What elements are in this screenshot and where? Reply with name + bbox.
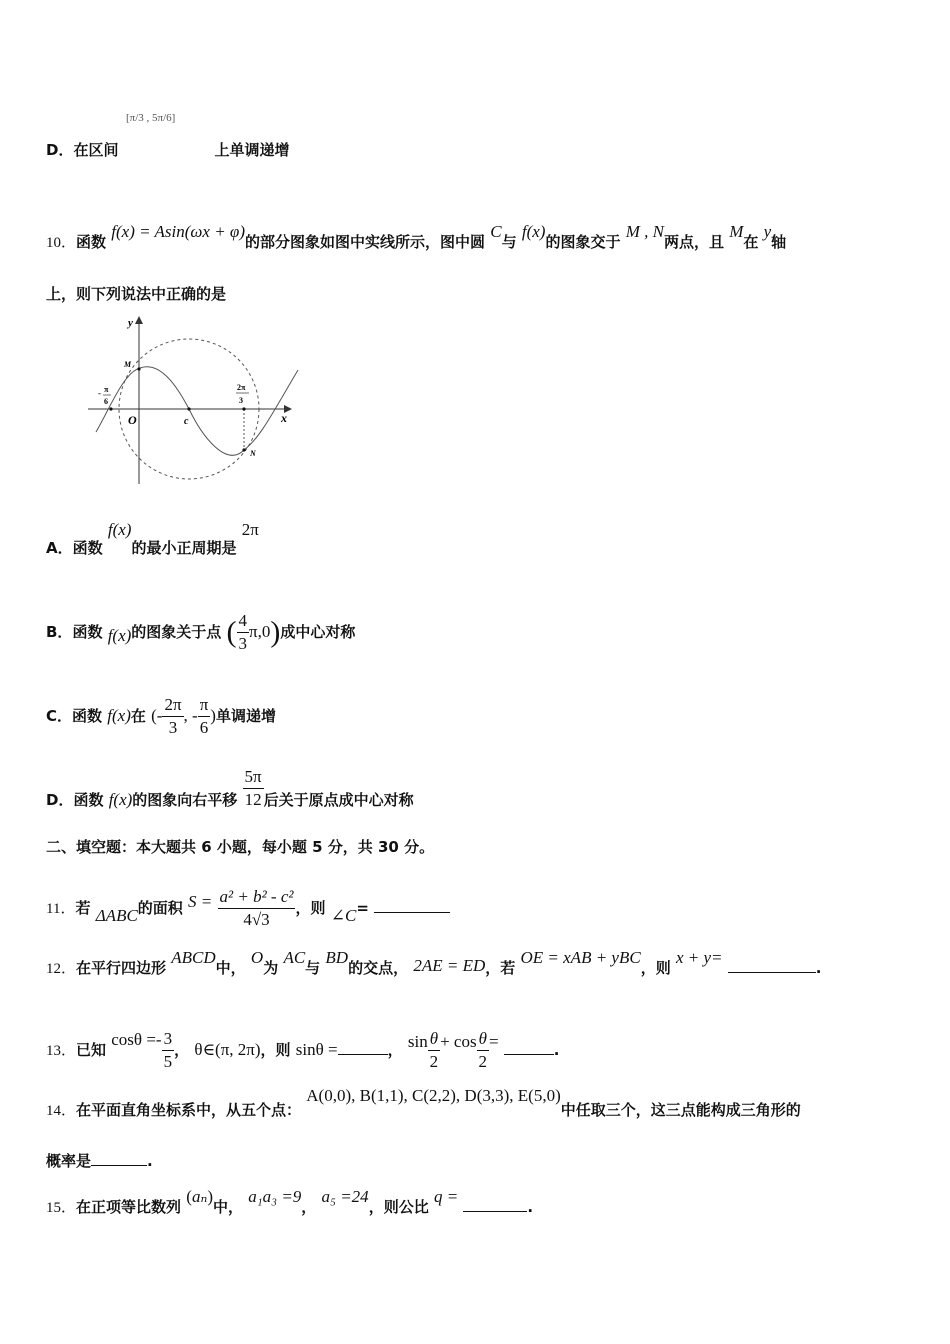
sine-curve: [96, 367, 298, 456]
q10-option-a: A．函数 f(x)的最小正周期是 2π: [46, 520, 259, 557]
point-neg-pi6: [109, 407, 112, 410]
neg-pi6-num: π: [104, 385, 109, 394]
point-c: [187, 407, 190, 410]
q9-option-d: D．在区间 上单调递增: [46, 141, 290, 159]
two-pi3-num: 2π: [237, 383, 246, 392]
point-2pi3: [242, 407, 245, 410]
origin-label: O: [128, 413, 137, 427]
q13: 13．已知 cosθ =- $\frac{3}{5}$ ， θ∈(π, 2π)，则 sinθ = ， sin $\frac{\theta}{2}$ + cos $\frac{\theta}{2}$ = .: [46, 1029, 560, 1071]
q13-answer-blank-2[interactable]: [504, 1040, 554, 1055]
function-expression: f(x) = Asin(ωx + φ): [111, 222, 245, 241]
neg-pi6-sign: -: [98, 388, 101, 398]
q10-option-b: B．函数 f(x)的图象关于点 ( $\frac{4}{3}$ π,0)成中心对称: [46, 611, 356, 653]
two-pi3-den: 3: [239, 396, 243, 405]
q15-answer-blank[interactable]: [463, 1197, 527, 1212]
point-m: [137, 367, 140, 370]
neg-pi6-den: 6: [104, 397, 108, 406]
q13-answer-blank-1[interactable]: [338, 1040, 388, 1055]
interval-image: [π/3 , 5π/6]: [126, 112, 176, 124]
q14-answer-blank[interactable]: [91, 1151, 147, 1166]
q14-line1: 14．在平面直角坐标系中，从五个点： A(0,0), B(1,1), C(2,2), D(3,3), E(5,0)中任取三个，这三点能构成三角形的: [46, 1086, 801, 1119]
q10-stem-line1: 10．函数 f(x) = Asin(ωx + φ)的部分图象如图中实线所示，图中圆 C与 f(x)的图象交于 M , N两点，且 M在 y轴: [46, 222, 787, 251]
c-label: c: [184, 416, 189, 427]
q10-option-d: D．函数 f(x)的图象向右平移 $\frac{5\pi}{12}$ 后关于原点成中心对称: [46, 767, 414, 809]
point-n: [242, 448, 245, 451]
function-graph: [84, 312, 304, 492]
q11-answer-blank[interactable]: [374, 898, 450, 913]
section-2-heading: 二、填空题：本大题共 6 小题，每小题 5 分，共 30 分。: [46, 838, 435, 856]
q10-stem-line2: 上，则下列说法中正确的是: [46, 285, 227, 303]
q14-line2: 概率是 .: [46, 1152, 153, 1170]
n-label: N: [250, 449, 256, 458]
m-label: M: [124, 360, 132, 369]
q15: 15．在正项等比数列 (aₙ)中， a₁a₃ =9， a₅ =24，则公比 q = .: [46, 1187, 534, 1216]
q12-answer-blank[interactable]: [728, 958, 816, 973]
q10-option-c: C．函数 f(x)在 (- $\frac{2\pi}{3}$ , - $\frac{\pi}{6}$ )单调递增: [46, 695, 276, 737]
y-label: y: [128, 317, 133, 329]
q12: 12．在平行四边形 ABCD中， O为 AC与 BD的交点， 2AE = ED，若 OE = xAB + yBC，则 x + y= .: [46, 948, 822, 977]
x-label: x: [281, 411, 287, 425]
sequence-symbol: (aₙ): [186, 1187, 213, 1206]
q11: 11．若 ΔABC的面积 S = $\frac{\text{a² + b² - c²}}{4√3}$ ，则 ∠C=: [46, 886, 450, 931]
